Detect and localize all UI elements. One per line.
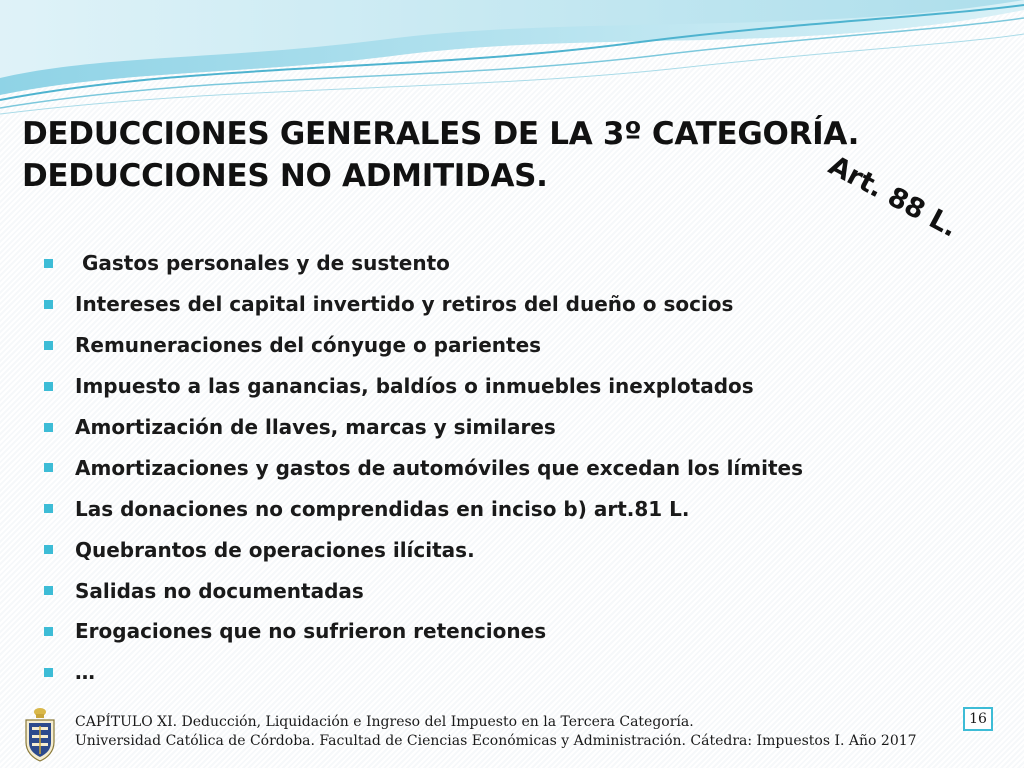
list-item <box>44 652 803 693</box>
square-bullet-icon <box>44 382 53 391</box>
list-item <box>44 488 803 529</box>
list-item-text: Quebrantos de operaciones ilícitas. <box>75 537 475 562</box>
list-item <box>44 284 803 325</box>
square-bullet-icon <box>44 463 53 472</box>
list-item <box>44 447 803 488</box>
list-item-text: Salidas no documentadas <box>75 578 364 603</box>
list-item <box>44 366 803 407</box>
list-item <box>44 243 803 284</box>
list-item-text: Gastos personales y de sustento <box>75 251 450 276</box>
header-wave-decoration <box>0 0 1024 120</box>
list-item-text: Remuneraciones del cónyuge o parientes <box>75 333 542 358</box>
footer-institution: Universidad Católica de Córdoba. Facultad de Ciencias Económicas y Administración. Cátedra: Impuestos I. Año 2017 <box>75 733 917 749</box>
square-bullet-icon <box>44 668 53 677</box>
university-crest-icon <box>20 706 60 764</box>
list-item-text: Amortizaciones y gastos de automóviles que excedan los límites <box>75 455 803 480</box>
square-bullet-icon <box>44 259 53 268</box>
list-item-text: Amortización de llaves, marcas y similares <box>75 415 556 439</box>
slide-title <box>22 113 860 197</box>
list-item <box>44 325 803 366</box>
square-bullet-icon <box>44 423 53 432</box>
list-item-text: … <box>75 660 95 685</box>
list-item-text: Intereses del capital invertido y retiros del dueño o socios <box>75 292 734 317</box>
list-item <box>44 611 803 652</box>
title-line-1: DEDUCCIONES GENERALES DE LA 3º CATEGORÍA. <box>22 116 860 152</box>
list-item <box>44 570 803 611</box>
square-bullet-icon <box>44 586 53 595</box>
article-reference: Art. 88 L. <box>823 150 963 244</box>
title-line-2: DEDUCCIONES NO ADMITIDAS. <box>22 158 548 194</box>
footer <box>75 713 917 751</box>
square-bullet-icon <box>44 545 53 554</box>
footer-chapter: CAPÍTULO XI. Deducción, Liquidación e Ingreso del Impuesto en la Tercera Categoría. <box>75 714 694 730</box>
square-bullet-icon <box>44 341 53 350</box>
square-bullet-icon <box>44 504 53 513</box>
list-item <box>44 407 803 448</box>
bullet-list <box>44 243 803 693</box>
square-bullet-icon <box>44 627 53 636</box>
list-item-text: Erogaciones que no sufrieron retenciones <box>75 619 547 644</box>
list-item-text: Las donaciones no comprendidas en inciso b) art.81 L. <box>75 496 690 521</box>
list-item <box>44 529 803 570</box>
square-bullet-icon <box>44 300 53 309</box>
list-item-text: Impuesto a las ganancias, baldíos o inmuebles inexplotados <box>75 374 754 399</box>
page-number: 16 <box>963 707 993 731</box>
